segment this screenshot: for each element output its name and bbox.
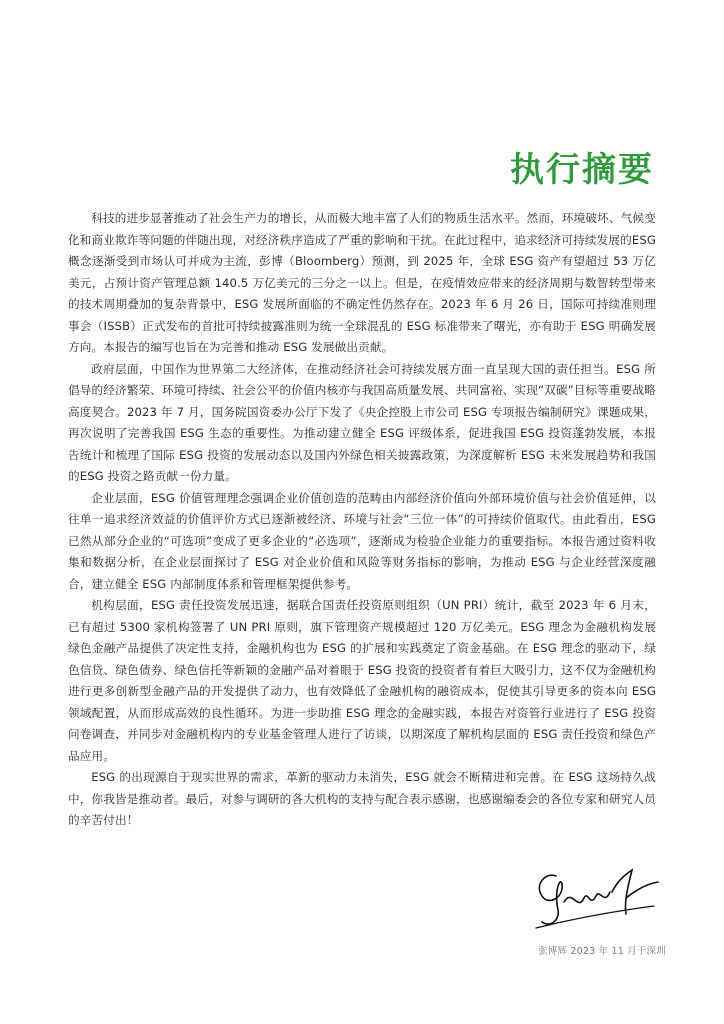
paragraph-closing: ESG 的出现源自于现实世界的需求，革新的驱动力未消失，ESG 就会不断精进和完善。在 ESG 这场持久战中，你我皆是推动者。最后，对参与调研的各大机构的支持与配合表示感谢，也感谢编委会的各位专家和研究人员的辛苦付出！: [68, 770, 656, 827]
paragraph-intro: 科技的进步显著推动了社会生产力的增长，从而极大地丰富了人们的物质生活水平。然而，环境破坏、气候变化和商业欺诈等问题的伴随出现，对经济秩序造成了严重的影响和干扰。在此过程中，追求经济可持续发展的ESG 概念逐渐受到市场认可并成为主流，彭博（Bloomberg）预测，到 2025 年，全球 ESG 资产有望超过 53 万亿美元，占预计资产管理总额 140.5 万亿美元的三分之一以上。但是，在疫情效应带来的经济周期与数智转型带来的技术周期叠加的复杂背景中，ESG 发展所面临的不确定性仍然存在。2023 年 6 月 26 日，国际可持续准则理事会（ISSB）正式发布的首批可持续披露准则为统一全球混乱的 ESG 标准带来了曙光，亦有助于 ESG 明确发展方向。本报告的编写也旨在为完善和推动 ESG 发展做出贡献。: [68, 211, 656, 354]
signature-caption: 张博辉 2023 年 11 月于深圳: [538, 946, 666, 957]
handwritten-signature: [528, 862, 668, 932]
paragraph-institution: 机构层面，ESG 责任投资发展迅速，据联合国责任投资原则组织（UN PRI）统计，截至 2023 年 6 月末，已有超过 5300 家机构签署了 UN PRI 原则，旗下管理资产规模超过 120 万亿美元。ESG 理念为金融机构发展绿色金融产品提供了决定性支持，金融机构也为 ESG 的扩展和实践奠定了资金基础。在 ESG 理念的驱动下，绿色信贷、绿色债券、绿色信托等新颖的金融产品对着眼于 ESG 投资的投资者有着巨大吸引力，这不仅为金融机构进行更多创新型金融产品的开发提供了动力，也有效降低了金融机构的融资成本，促使其引导更多的资本向 ESG 领域配置，从而形成高效的良性循环。为进一步助推 ESG 理念的金融实践，本报告对资管行业进行了 ESG 投资问卷调查，并同步对金融机构内的专业基金管理人进行了访谈，以期深度了解机构层面的 ESG 责任投资和绿色产品应用。: [68, 598, 656, 763]
summary-body: [68, 208, 656, 832]
page-title: 执行摘要: [510, 150, 654, 190]
paragraph-enterprise: 企业层面，ESG 价值管理理念强调企业价值创造的范畴由内部经济价值向外部环境价值与社会价值延伸，以往单一追求经济效益的价值评价方式已逐渐被经济、环境与社会“三位一体”的可持续价值取代。由此看出，ESG 已然从部分企业的“可选项”变成了更多企业的“必选项”，逐渐成为检验企业能力的重要指标。本报告通过资料收集和数据分析，在企业层面探讨了 ESG 对企业价值和风险等财务指标的影响，为推动 ESG 与企业经营深度融合，建立健全 ESG 内部制度体系和管理框架提供参考。: [68, 490, 656, 591]
paragraph-government: 政府层面，中国作为世界第二大经济体，在推动经济社会可持续发展方面一直呈现大国的责任担当。ESG 所倡导的经济繁荣、环境可持续、社会公平的价值内核亦与我国高质量发展、共同富裕、实现“双碳”目标等重要战略高度契合。2023 年 7 月，国务院国资委办公厅下发了《央企控股上市公司 ESG 专项报告编制研究》课题成果，再次说明了完善我国 ESG 生态的重要性。为推动建立健全 ESG 评级体系，促进我国 ESG 投资蓬勃发展，本报告统计和梳理了国际 ESG 投资的发展动态以及国内外绿色相关披露政策，为深度解析 ESG 未来发展趋势和我国的ESG 投资之路贡献一份力量。: [68, 361, 656, 483]
